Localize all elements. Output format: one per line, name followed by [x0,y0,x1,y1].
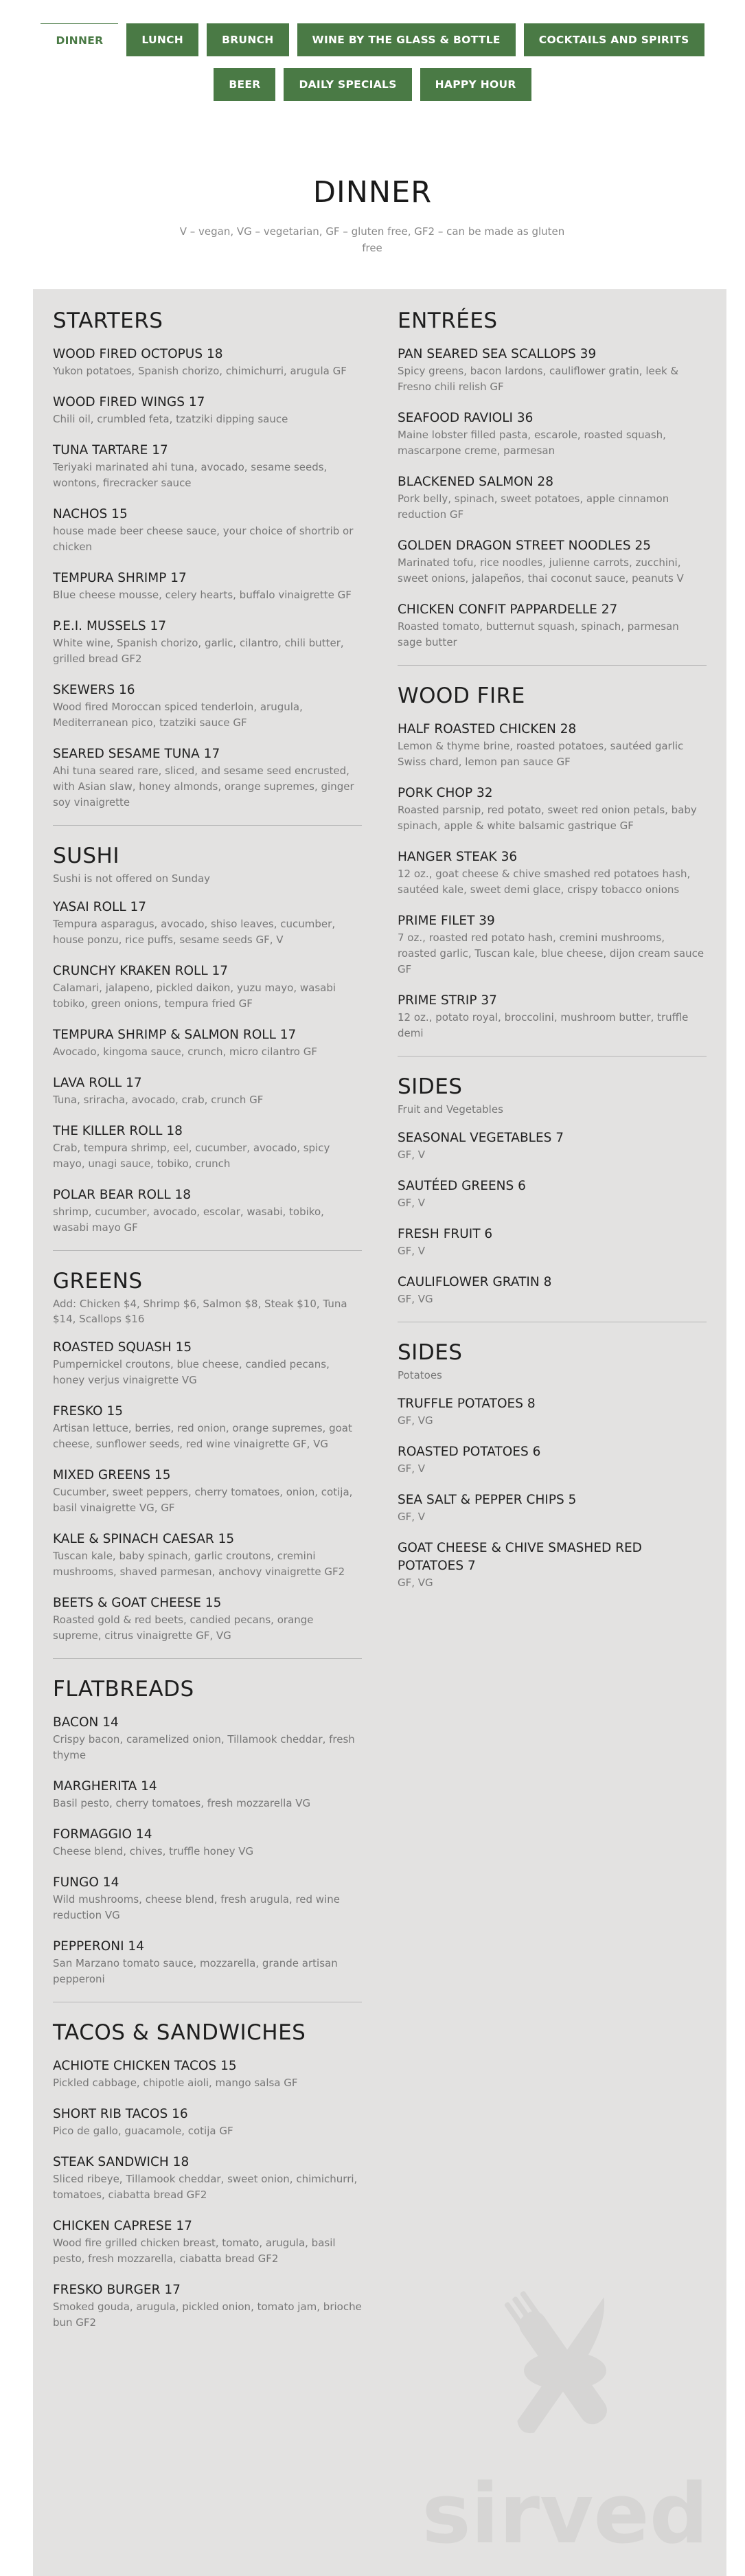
menu-item [398,409,707,459]
section-divider [53,825,362,826]
tab-lunch[interactable]: LUNCH [126,23,198,56]
menu-item [53,346,362,379]
item-list [53,346,362,811]
section-title: WOOD FIRE [398,683,525,708]
item-description: Crab, tempura shrimp, eel, cucumber, avocado, spicy mayo, unagi sauce, tobiko, crunch [53,1142,330,1170]
item-description: Tuna, sriracha, avocado, crab, crunch GF [53,1094,264,1106]
item-description: Roasted parsnip, red potato, sweet red onion petals, baby spinach, apple & white balsamic gastrique GF [398,804,697,832]
menu-section [53,308,362,826]
menu-item [398,992,707,1041]
menu-section [398,308,707,666]
item-description: house made beer cheese sauce, your choice of shortrib or chicken [53,525,354,553]
item-name: FUNGO 14 [53,1875,119,1890]
item-name: HANGER STEAK 36 [398,850,518,864]
item-name: FRESH FRUIT 6 [398,1227,493,1241]
item-name: STEAK SANDWICH 18 [53,2155,190,2169]
item-list [398,1129,707,1307]
item-description: Avocado, kingoma sauce, crunch, micro cilantro GF [53,1046,317,1058]
item-name: ROASTED POTATOES 6 [398,1445,541,1459]
item-list [398,1395,707,1591]
item-description: Blue cheese mousse, celery hearts, buffalo vinaigrette GF [53,589,352,601]
menu-item [53,442,362,491]
item-description: San Marzano tomato sauce, mozzarella, grande artisan pepperoni [53,1957,338,1985]
item-name: PRIME FILET 39 [398,914,495,928]
item-name: FRESKO 15 [53,1404,124,1419]
menu-item [53,1122,362,1172]
menu-item [53,1874,362,1923]
menu-item [53,1778,362,1811]
menu-item [53,1403,362,1452]
menu-item [398,912,707,978]
menu-item [53,681,362,731]
item-description: Basil pesto, cherry tomatoes, fresh mozzarella VG [53,1797,311,1809]
section-title: SUSHI [53,844,119,868]
menu-section [53,1677,362,2002]
menu-item [53,1074,362,1108]
menu-item [53,618,362,667]
menu-item [398,1395,707,1429]
menu-section [398,1340,707,1591]
item-name: NACHOS 15 [53,507,128,521]
item-name: LAVA ROLL 17 [53,1076,142,1090]
item-name: CHICKEN CONFIT PAPPARDELLE 27 [398,602,618,617]
menu-panel [33,289,726,2576]
left-column [53,289,362,2345]
item-name: WOOD FIRED WINGS 17 [53,395,205,409]
item-description: Smoked gouda, arugula, pickled onion, tomato jam, brioche bun GF2 [53,2301,362,2329]
item-name: PAN SEARED SEA SCALLOPS 39 [398,347,597,361]
menu-item [53,2105,362,2139]
item-name: WOOD FIRED OCTOPUS 18 [53,347,223,361]
right-column [398,289,707,1605]
tab-row [0,23,745,56]
item-name: SEA SALT & PEPPER CHIPS 5 [398,1493,577,1507]
item-list [53,2057,362,2331]
menu-item [53,1530,362,1580]
item-description: GF, V [398,1462,426,1475]
tab-dinner[interactable]: DINNER [41,23,118,56]
tab-daily-specials[interactable]: DAILY SPECIALS [284,68,411,101]
menu-item [53,1938,362,1987]
item-name: BEETS & GOAT CHEESE 15 [53,1596,222,1610]
tab-happy-hour[interactable]: HAPPY HOUR [420,68,531,101]
menu-item [53,506,362,555]
section-divider [53,1658,362,1659]
item-description: 12 oz., potato royal, broccolini, mushroom butter, truffle demi [398,1011,689,1039]
tab-brunch[interactable]: BRUNCH [207,23,288,56]
menu-item [53,1594,362,1644]
item-description: Yukon potatoes, Spanish chorizo, chimichurri, arugula GF [53,365,347,377]
item-name: GOAT CHEESE & CHIVE SMASHED RED POTATOES 7 [398,1541,642,1573]
item-list [398,346,707,651]
section-subtitle: Potatoes [398,1369,442,1381]
menu-item [398,848,707,898]
item-name: SKEWERS 16 [53,683,135,697]
item-description: White wine, Spanish chorizo, garlic, cilantro, chili butter, grilled bread GF2 [53,637,344,665]
section-subtitle: Fruit and Vegetables [398,1103,503,1116]
item-name: CHICKEN CAPRESE 17 [53,2219,192,2233]
item-description: Tuscan kale, baby spinach, garlic croutons, cremini mushrooms, shaved parmesan, anchovy vinaigrette GF2 [53,1550,345,1578]
menu-item [53,1826,362,1860]
section-title: SIDES [398,1340,463,1365]
menu-item [53,899,362,948]
item-name: TEMPURA SHRIMP & SALMON ROLL 17 [53,1028,297,1042]
menu-item [398,1225,707,1259]
item-description: shrimp, cucumber, avocado, escolar, wasabi, tobiko, wasabi mayo GF [53,1206,324,1234]
section-title: GREENS [53,1269,143,1293]
item-name: P.E.I. MUSSELS 17 [53,619,167,633]
item-description: Sliced ribeye, Tillamook cheddar, sweet onion, chimichurri, tomatoes, ciabatta bread GF2 [53,2173,358,2201]
item-description: Marinated tofu, rice noodles, julienne carrots, zucchini, sweet onions, jalapeños, thai coconut sauce, peanuts V [398,556,684,585]
item-description: Roasted gold & red beets, candied pecans, orange supreme, citrus vinaigrette GF, VG [53,1614,314,1642]
menu-item [398,537,707,587]
menu-item [398,473,707,523]
item-description: Pork belly, spinach, sweet potatoes, apple cinnamon reduction GF [398,493,669,521]
menu-item [53,2057,362,2091]
section-title: ENTRÉES [398,308,498,333]
section-subtitle: Add: Chicken $4, Shrimp $6, Salmon $8, Steak $10, Tuna $14, Scallops $16 [53,1298,347,1325]
item-description: GF, VG [398,1414,433,1427]
item-description: GF, V [398,1149,426,1161]
page-title: DINNER [312,175,433,210]
item-name: POLAR BEAR ROLL 18 [53,1188,192,1202]
item-name: GOLDEN DRAGON STREET NOODLES 25 [398,539,651,553]
item-name: PORK CHOP 32 [398,786,493,800]
item-description: Pico de gallo, guacamole, cotija GF [53,2125,233,2137]
item-name: TRUFFLE POTATOES 8 [398,1397,536,1411]
item-name: FRESKO BURGER 17 [53,2283,181,2297]
item-name: BACON 14 [53,1715,119,1730]
item-description: GF, V [398,1197,426,1209]
section-title: FLATBREADS [53,1677,194,1702]
item-description: Spicy greens, bacon lardons, cauliflower gratin, leek & Fresno chili relish GF [398,365,679,393]
menu-item [398,601,707,651]
item-description: GF, V [398,1511,426,1523]
item-description: Roasted tomato, butternut squash, spinach, parmesan sage butter [398,620,679,648]
item-name: SEARED SESAME TUNA 17 [53,747,220,761]
item-description: Chili oil, crumbled feta, tzatziki dipping sauce [53,413,288,425]
item-description: Tempura asparagus, avocado, shiso leaves, cucumber, house ponzu, rice puffs, sesame seeds GF, V [53,918,336,946]
item-list [53,1339,362,1644]
menu-item [53,1339,362,1388]
item-list [53,899,362,1236]
item-name: BLACKENED SALMON 28 [398,475,553,489]
item-description: Lemon & thyme brine, roasted potatoes, sautéed garlic Swiss chard, lemon pan sauce GF [398,740,684,768]
item-name: ROASTED SQUASH 15 [53,1340,192,1355]
item-name: SEASONAL VEGETABLES 7 [398,1131,564,1145]
item-description: 12 oz., goat cheese & chive smashed red potatoes hash, sautéed kale, sweet demi glace, crispy tobacco onions [398,868,691,896]
menu-item [398,1491,707,1525]
section-divider [398,665,707,666]
item-name: TUNA TARTARE 17 [53,443,168,457]
item-name: CAULIFLOWER GRATIN 8 [398,1275,552,1289]
menu-item [53,2217,362,2267]
item-name: MIXED GREENS 15 [53,1468,171,1482]
menu-section [53,844,362,1251]
item-description: Artisan lettuce, berries, red onion, orange supremes, goat cheese, sunflower seeds, red wine vinaigrette GF, VG [53,1422,352,1450]
menu-item [398,1177,707,1211]
item-name: CRUNCHY KRAKEN ROLL 17 [53,964,229,978]
item-description: Pumpernickel croutons, blue cheese, candied pecans, honey verjus vinaigrette VG [53,1358,330,1386]
item-name: YASAI ROLL 17 [53,900,147,914]
section-subtitle: Sushi is not offered on Sunday [53,872,211,885]
menu-item [398,1274,707,1307]
menu-item [53,2281,362,2331]
item-description: Crispy bacon, caramelized onion, Tillamook cheddar, fresh thyme [53,1733,355,1761]
item-name: TEMPURA SHRIMP 17 [53,571,187,585]
section-title: SIDES [398,1074,463,1099]
cutlery-icon [503,2290,621,2437]
item-name: PEPPERONI 14 [53,1939,144,1954]
item-description: Calamari, jalapeno, pickled daikon, yuzu mayo, wasabi tobiko, green onions, tempura fried GF [53,982,336,1010]
item-name: SEAFOOD RAVIOLI 36 [398,411,534,425]
menu-item [53,394,362,427]
item-description: GF, VG [398,1577,433,1589]
menu-item [53,1467,362,1516]
menu-item [398,721,707,770]
menu-item [53,1026,362,1060]
item-description: Pickled cabbage, chipotle aioli, mango salsa GF [53,2077,298,2089]
item-description: GF, VG [398,1293,433,1305]
item-name: KALE & SPINACH CAESAR 15 [53,1532,235,1546]
sirved-wordmark: sirved [422,2467,709,2562]
menu-tabs [0,23,745,113]
menu-item [398,784,707,834]
item-description: Cheese blend, chives, truffle honey VG [53,1845,254,1857]
menu-item [398,1539,707,1591]
menu-item [53,2154,362,2203]
item-description: Ahi tuna seared rare, sliced, and sesame seed encrusted, with Asian slaw, honey almonds, orange supremes, ginger soy vinaigrette [53,765,354,809]
item-description: Wild mushrooms, cheese blend, fresh arugula, red wine reduction VG [53,1893,340,1921]
section-title: STARTERS [53,308,163,333]
tab-wine-by-the-glass-bottle[interactable]: WINE BY THE GLASS & BOTTLE [297,23,516,56]
item-description: Maine lobster filled pasta, escarole, roasted squash, mascarpone creme, parmesan [398,429,666,457]
menu-item [53,1186,362,1236]
item-list [53,1714,362,1987]
item-name: FORMAGGIO 14 [53,1827,152,1842]
section-title: TACOS & SANDWICHES [53,2020,306,2045]
menu-item [398,1443,707,1477]
item-description: Teriyaki marinated ahi tuna, avocado, sesame seeds, wontons, firecracker sauce [53,461,328,489]
menu-section [398,1074,707,1322]
item-name: HALF ROASTED CHICKEN 28 [398,722,577,736]
item-name: MARGHERITA 14 [53,1779,157,1794]
menu-section [53,2020,362,2331]
section-divider [53,1250,362,1251]
menu-item [398,346,707,395]
item-name: ACHIOTE CHICKEN TACOS 15 [53,2059,237,2073]
tab-beer[interactable]: BEER [214,68,275,101]
section-divider [398,1056,707,1057]
menu-item [398,1129,707,1163]
tab-row [0,68,745,101]
item-description: Cucumber, sweet peppers, cherry tomatoes, onion, cotija, basil vinaigrette VG, GF [53,1486,353,1514]
menu-section [53,1269,362,1659]
menu-item [53,569,362,603]
item-description: 7 oz., roasted red potato hash, cremini mushrooms, roasted garlic, Tuscan kale, blue cheese, dijon cream sauce GF [398,931,704,975]
item-description: GF, V [398,1245,426,1257]
menu-item [53,745,362,811]
menu-section [398,683,707,1057]
tab-cocktails-and-spirits[interactable]: COCKTAILS AND SPIRITS [524,23,704,56]
menu-item [53,1714,362,1763]
item-name: SHORT RIB TACOS 16 [53,2107,188,2121]
item-name: PRIME STRIP 37 [398,993,497,1008]
menu-item [53,962,362,1012]
item-list [398,721,707,1041]
item-description: Wood fired Moroccan spiced tenderloin, arugula, Mediterranean pico, tzatziki sauce GF [53,701,303,729]
sirved-watermark [417,2274,713,2563]
item-name: SAUTÉED GREENS 6 [398,1179,526,1193]
item-description: Wood fire grilled chicken breast, tomato, arugula, basil pesto, fresh mozzarella, ciabatta bread GF2 [53,2237,336,2265]
item-name: THE KILLER ROLL 18 [53,1124,183,1138]
diet-legend: V – vegan, VG – vegetarian, GF – gluten free, GF2 – can be made as gluten free [179,225,565,254]
